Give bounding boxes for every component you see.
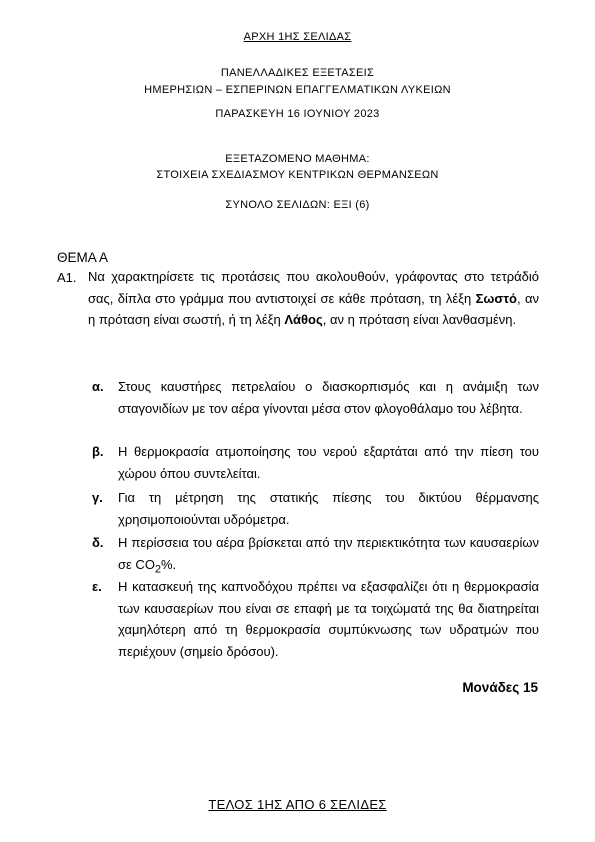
question-text-part: , αν η πρόταση είναι λανθασμένη. (322, 312, 517, 327)
page-end-marker: ΤΕΛΟΣ 1ΗΣ ΑΠΟ 6 ΣΕΛΙΔΕΣ (208, 797, 387, 812)
statement-text: Η κατασκευή της καπνοδόχου πρέπει να εξασφαλίζει ότι η θερμοκρασία των καυσαερίων που είναι σε επαφή με τα τοιχώματά της θα διατηρείται χαμηλότερη από τη θερμοκρασία συμπύκνωσης των υδρατμών που περιέχουν (σημείο δρόσου). (118, 579, 539, 659)
statement-text (118, 532, 539, 581)
question-text-part: , αν η πρόταση είναι σωστή, ή τη λέξη (88, 290, 539, 327)
marks: Μονάδες 15 (462, 680, 538, 695)
statement-text: Η θερμοκρασία ατμοποίησης του νερού εξαρτάται από την πίεση του χώρου όπου συντελείται. (118, 444, 539, 481)
page-count: ΣΥΝΟΛΟ ΣΕΛΙΔΩΝ: ΕΞΙ (6) (225, 199, 370, 211)
statement-label: ε. (92, 579, 102, 594)
subject-name: ΣΤΟΙΧΕΙΑ ΣΧΕΔΙΑΣΜΟΥ ΚΕΝΤΡΙΚΩΝ ΘΕΡΜΑΝΣΕΩΝ (156, 169, 439, 181)
statement-text: Για τη μέτρηση της στατικής πίεσης του δικτύου θέρμανσης χρησιμοποιούνται υδρόμετρα. (118, 490, 539, 527)
subscript: 2 (154, 563, 161, 576)
exam-title: ΠΑΝΕΛΛΑΔΙΚΕΣ ΕΞΕΤΑΣΕΙΣ (220, 67, 375, 79)
correct-word: Σωστό (475, 290, 517, 306)
question-number: Α1. (57, 270, 77, 285)
page-start-marker: ΑΡΧΗ 1ΗΣ ΣΕΛΙΔΑΣ (243, 31, 352, 43)
section-title: ΘΕΜΑ Α (57, 250, 109, 265)
wrong-word: Λάθος (284, 312, 323, 327)
statement-label: β. (92, 444, 104, 459)
question-text-part: Να χαρακτηρίσετε τις προτάσεις που ακολουθούν, γράφοντας στο τετράδιό σας, δίπλα στο γράμμα που αντιστοιχεί σε κάθε πρόταση, τη λέξη (88, 269, 539, 306)
statement-label: α. (92, 379, 104, 394)
statement-text-part: %. (160, 556, 177, 572)
question-text (88, 266, 539, 331)
subject-label: ΕΞΕΤΑΖΟΜΕΝΟ ΜΑΘΗΜΑ: (225, 153, 370, 165)
statement-text: Στους καυστήρες πετρελαίου ο διασκορπισμός και η ανάμιξη των σταγονιδίων με τον αέρα γίνονται μέσα στον φλογοθάλαμο του λέβητα. (118, 379, 539, 416)
statement-label: γ. (92, 490, 103, 505)
statement-text-part: Η περίσσεια του αέρα βρίσκεται από την περιεκτικότητα των καυσαερίων σε CO (118, 535, 539, 572)
exam-subtitle: ΗΜΕΡΗΣΙΩΝ – ΕΣΠΕΡΙΝΩΝ ΕΠΑΓΓΕΛΜΑΤΙΚΩΝ ΛΥΚΕΙΩΝ (144, 84, 451, 96)
statement-label: δ. (92, 535, 104, 550)
exam-date: ΠΑΡΑΣΚΕΥΗ 16 ΙΟΥΝΙΟΥ 2023 (215, 108, 380, 120)
